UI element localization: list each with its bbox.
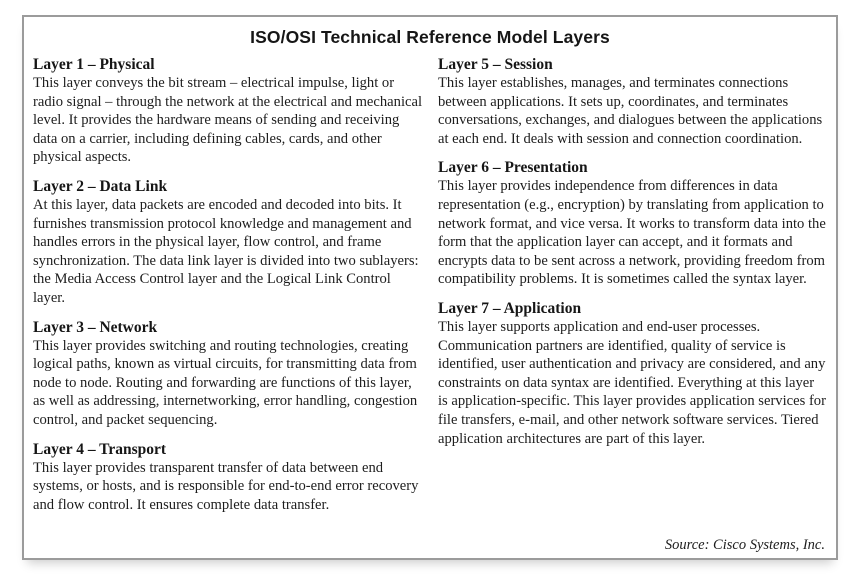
layer-3-heading: Layer 3 – Network <box>33 318 158 336</box>
two-column-layout <box>33 55 827 524</box>
figure-title: ISO/OSI Technical Reference Model Layers <box>250 27 610 47</box>
layer-3-body: This layer provides switching and routing technologies, creating logical paths, known as virtual circuits, for transmitting data from node to node. Routing and forwarding are functions of this layer, as well as addressing, internetworking, error handling, congestion control, and packet sequencing. <box>33 337 418 428</box>
layer-2-body: At this layer, data packets are encoded and decoded into bits. It furnishes transmission protocol knowledge and management and handles errors in the physical layer, flow control, and frame synchronization. The data link layer is divided into two sublayers: the Media Access Control layer and the Logical Link Control layer. <box>33 196 419 306</box>
layer-1-body: This layer conveys the bit stream – electrical impulse, light or radio signal – through the network at the electrical and mechanical level. It provides the hardware means of sending and receiving data on a carrier, including defining cables, cards, and other physical aspects. <box>33 75 423 166</box>
layer-6-body: This layer provides independence from differences in data representation (e.g., encryption) by translating from application to network format, and vice versa. It works to transform data into the form that the application layer can accept, and it formats and encrypts data to be sent across a network, providing freedom from compatibility problems. It is sometimes called the syntax layer. <box>438 178 826 288</box>
layer-5-section <box>438 55 827 148</box>
layer-1-heading: Layer 1 – Physical <box>33 56 155 73</box>
layer-7-body: This layer supports application and end-user processes. Communication partners are identified, quality of service is identified, user authentication and privacy are considered, and any constraints on data syntax are identified. Everything at this layer is application-specific. This layer provides application services for file transfers, e-mail, and other network software services. Tiered application architectures are part of this layer. <box>438 318 826 447</box>
layer-5-heading: Layer 5 – Session <box>438 56 553 73</box>
right-column <box>438 55 827 458</box>
layer-3-section <box>33 318 422 430</box>
layer-6-section <box>438 158 827 289</box>
layer-4-body: This layer provides transparent transfer of data between end systems, or hosts, and is responsible for end-to-end error recovery and flow control. It ensures complete data transfer. <box>33 459 419 513</box>
layer-5-body: This layer establishes, manages, and terminates connections between applications. It sets up, coordinates, and terminates conversations, exchanges, and dialogues between the applications at each end. It deals with session and connection coordination. <box>438 75 823 147</box>
layer-4-section <box>33 440 422 515</box>
osi-reference-figure <box>22 15 838 560</box>
layer-4-heading: Layer 4 – Transport <box>33 440 167 458</box>
layer-7-section <box>438 299 827 448</box>
layer-2-section <box>33 177 422 308</box>
layer-6-heading: Layer 6 – Presentation <box>438 159 588 177</box>
layer-1-section <box>33 55 422 167</box>
layer-7-heading: Layer 7 – Application <box>438 299 582 317</box>
source-attribution: Source: Cisco Systems, Inc. <box>664 537 825 553</box>
left-column <box>33 55 422 524</box>
layer-2-heading: Layer 2 – Data Link <box>33 177 168 195</box>
